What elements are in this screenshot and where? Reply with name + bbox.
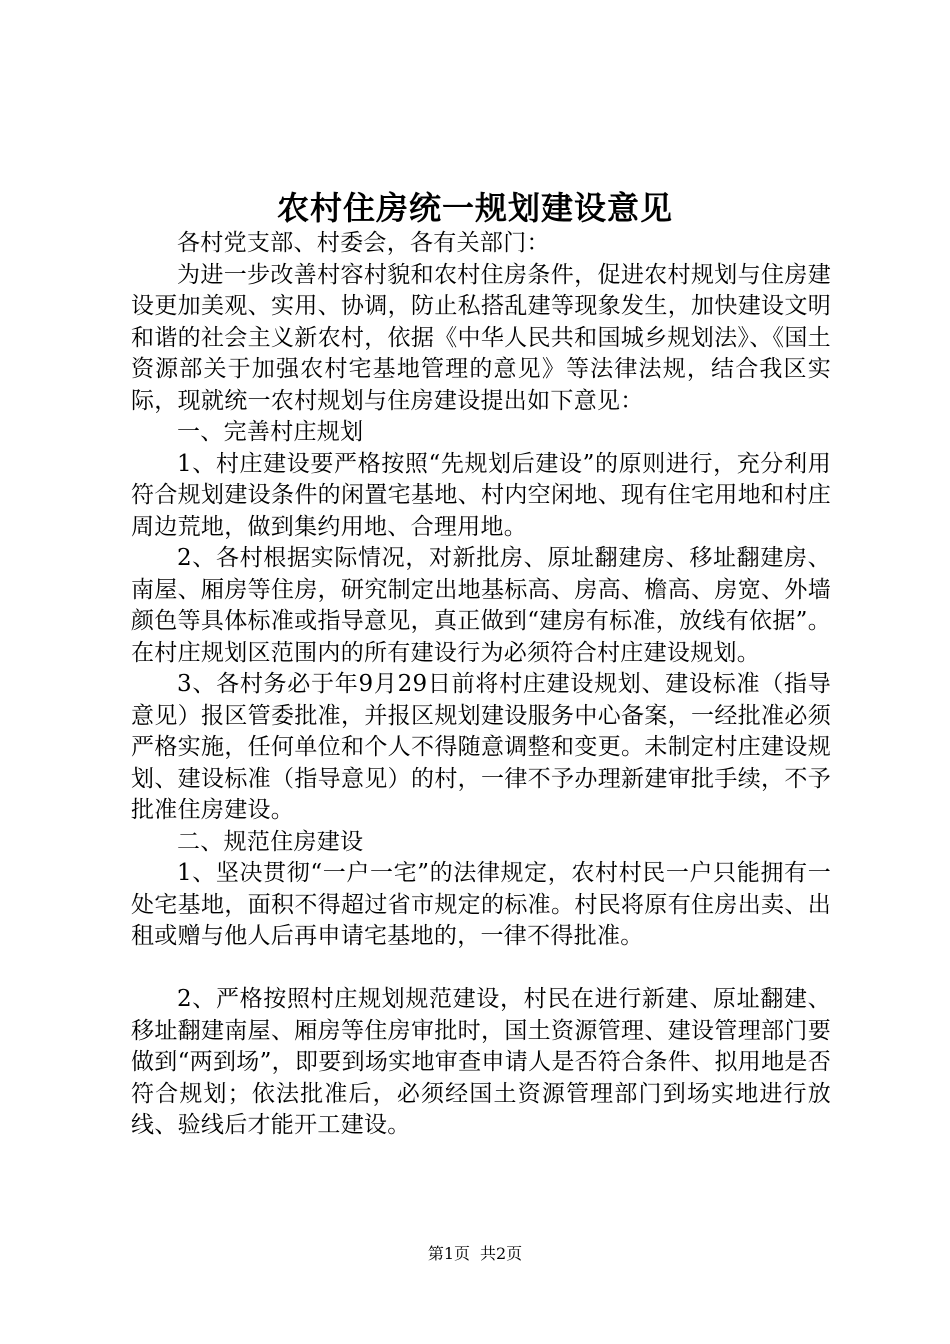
salutation: 各村党支部、村委会，各有关部门： <box>177 230 550 256</box>
paragraph-1-2: 2、各村根据实际情况，对新批房、原址翻建房、移址翻建房、南屋、厢房等住房，研究制定出地基标高、房高、檐高、房宽、外墙颜色等具体标准或指导意见，真正做到“建房有标准，放线有依据”。在村庄规划区范围内的所有建设行为必须符合村庄建设规划。 <box>131 545 831 666</box>
paragraph-1-1: 1、村庄建设要严格按照“先规划后建设”的原则进行，充分利用符合规划建设条件的闲置宅基地、村内空闲地、现有住宅用地和村庄周边荒地，做到集约用地、合理用地。 <box>131 450 831 540</box>
section-heading-1: 一、完善村庄规划 <box>177 419 364 445</box>
page-footer <box>0 1243 950 1265</box>
paragraph-2-1: 1、坚决贯彻“一户一宅”的法律规定，农村村民一户只能拥有一处宅基地，面积不得超过省市规定的标准。村民将原有住房出卖、出租或赠与他人后再申请宅基地的，一律不得批准。 <box>131 860 831 949</box>
intro-paragraph: 为进一步改善村容村貌和农村住房条件，促进农村规划与住房建设更加美观、实用、协调，防止私搭乱建等现象发生，加快建设文明和谐的社会主义新农村，依据《中华人民共和国城乡规划法》、《国土资源部关于加强农村宅基地管理的意见》等法律法规，结合我区实际，现就统一农村规划与住房建设提出如下意见： <box>131 261 831 414</box>
section-heading-2: 二、规范住房建设 <box>177 828 364 855</box>
paragraph-1-3: 3、各村务必于年9月29日前将村庄建设规划、建设标准（指导意见）报区管委批准，并报区规划建设服务中心备案，一经批准必须严格实施，任何单位和个人不得随意调整和变更。未制定村庄建设规划、建设标准（指导意见）的村，一律不予办理新建审批手续，不予批准住房建设。 <box>131 671 831 823</box>
page-number: 第1页 <box>427 1244 470 1263</box>
paragraph-2-2: 2、严格按照村庄规划规范建设，村民在进行新建、原址翻建、移址翻建南屋、厢房等住房审批时，国土资源管理、建设管理部门要做到“两到场”，即要到场实地审查申请人是否符合条件、拟用地是否符合规划；依法批准后，必须经国土资源管理部门到场实地进行放线、验线后才能开工建设。 <box>131 986 831 1138</box>
document-title: 农村住房统一规划建设意见 <box>276 189 673 227</box>
paragraph-gap <box>131 953 831 985</box>
document-body <box>131 228 831 1142</box>
page-total: 共2页 <box>480 1244 523 1263</box>
